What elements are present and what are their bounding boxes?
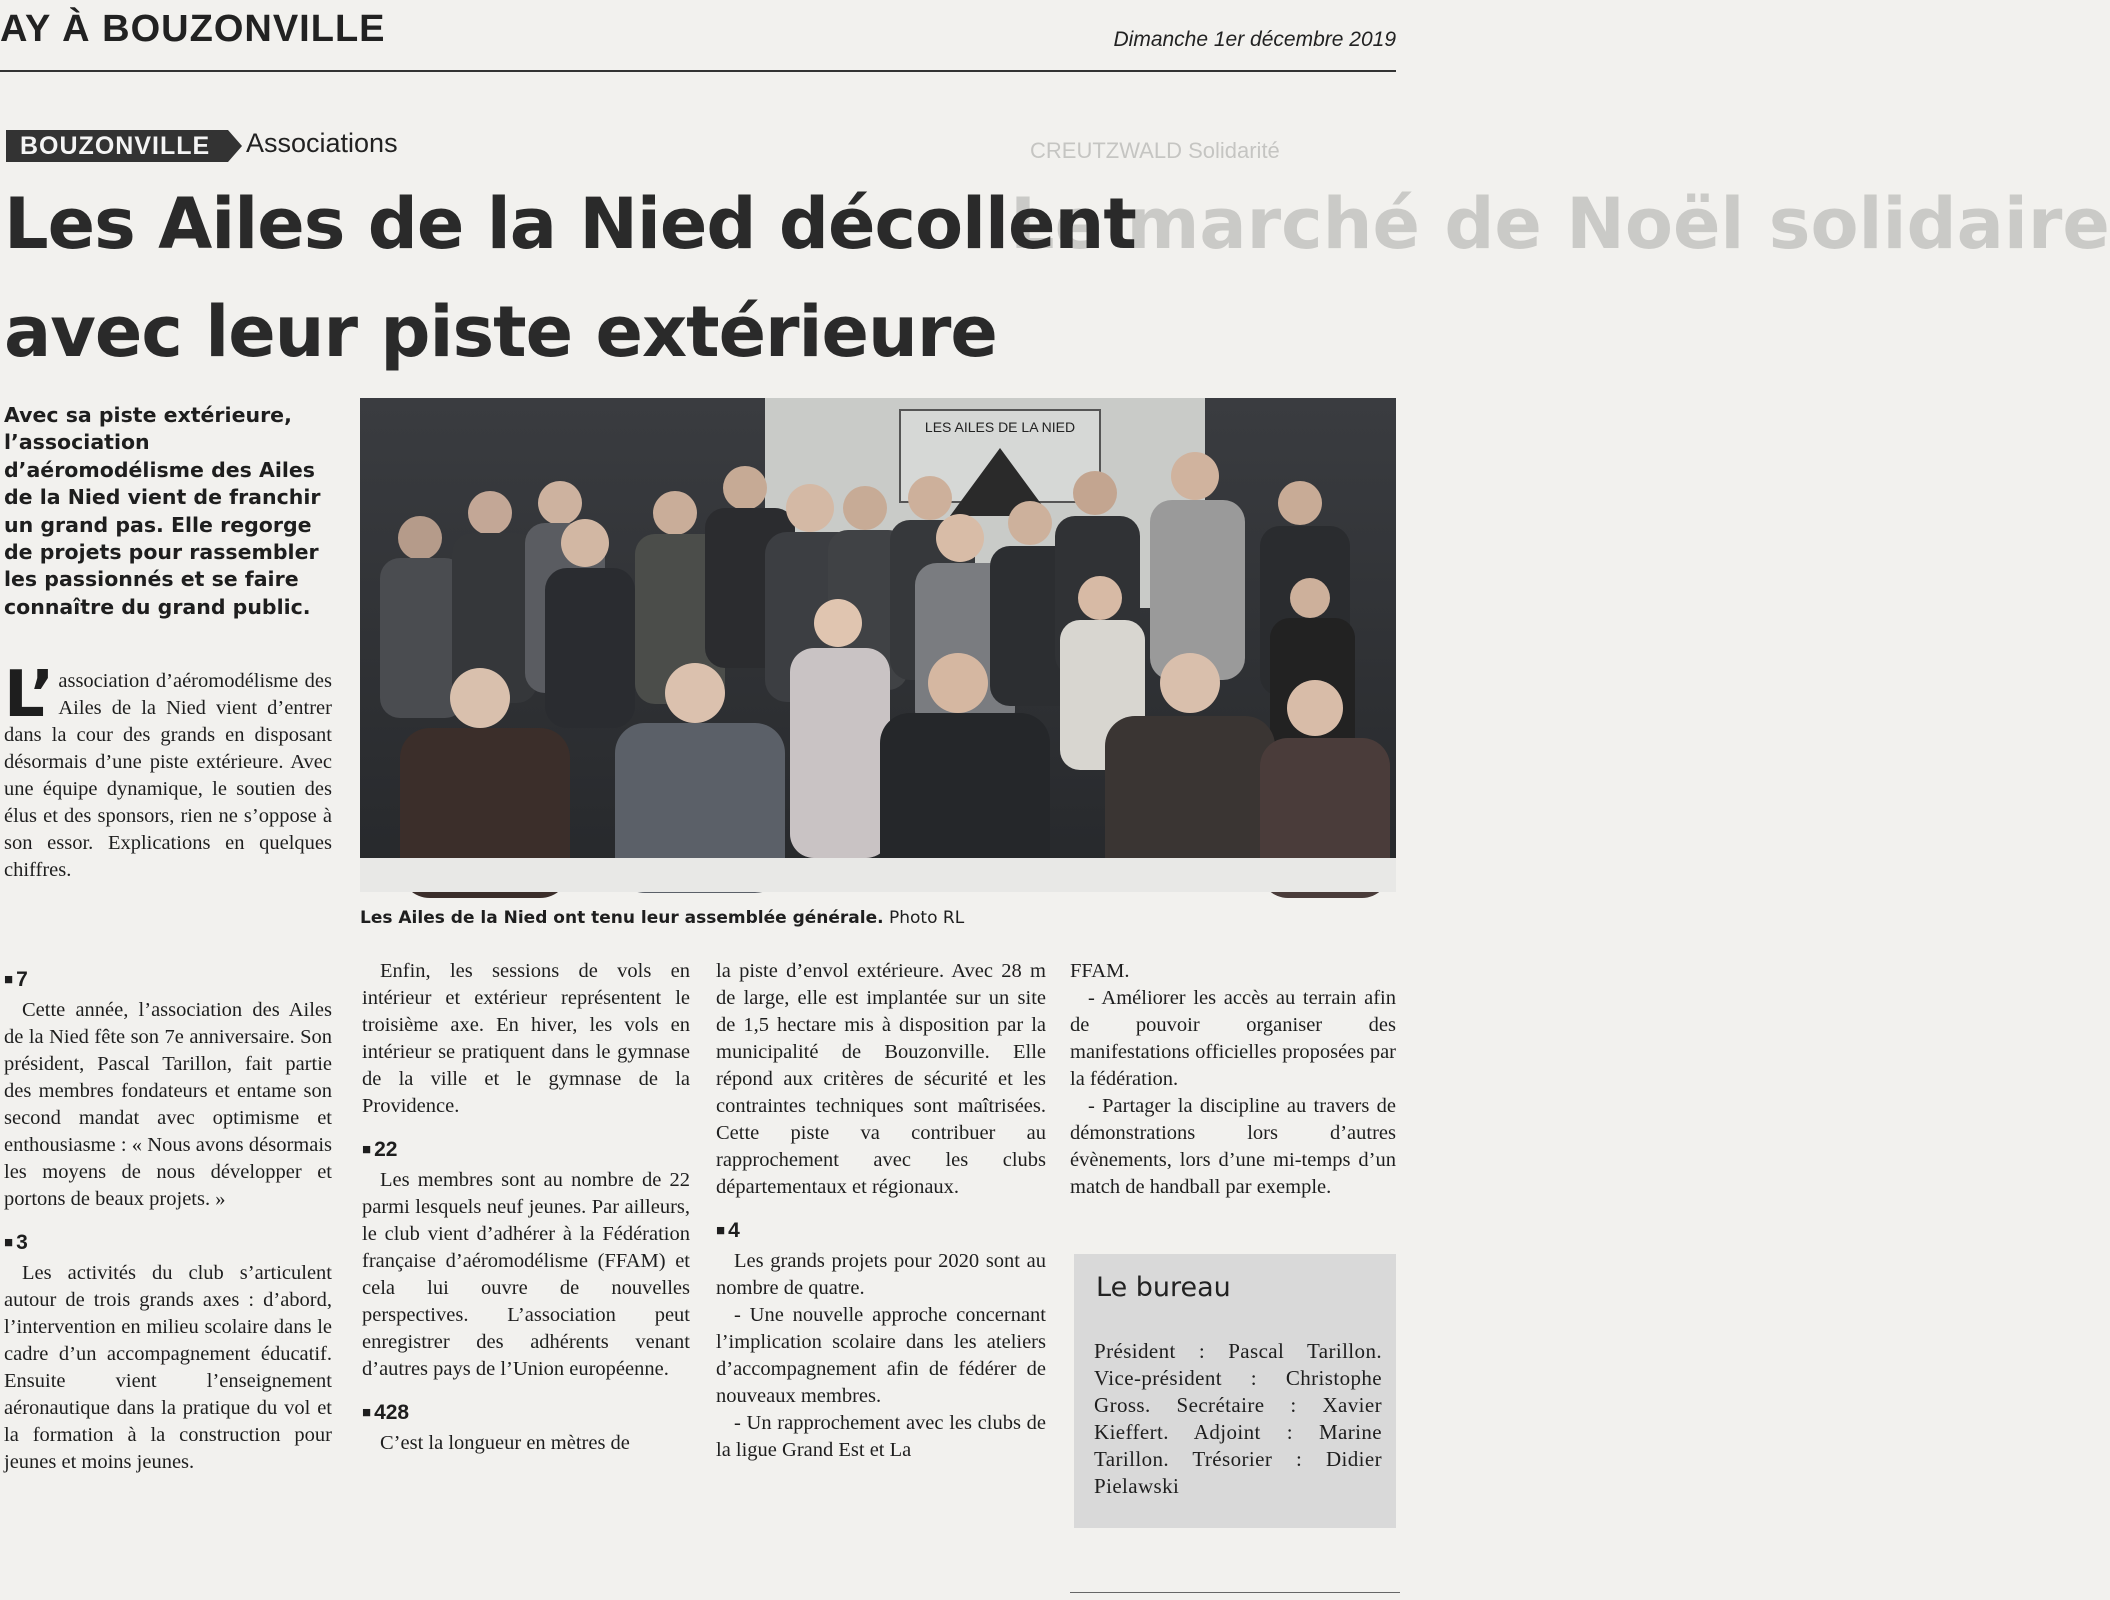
bureau-box (1074, 1254, 1396, 1528)
neighbor-title: Le marché de Noël solidaire (1010, 183, 2110, 265)
section-heading-3: ■ 3 (4, 1229, 332, 1256)
bottom-rule (1070, 1592, 1400, 1593)
headline-line-2: avec leur piste extérieure (4, 291, 997, 373)
section-heading-7: ■ 7 (4, 966, 332, 993)
headline-line-1: Les Ailes de la Nied décollent (4, 183, 1136, 265)
header-rule (0, 70, 1396, 72)
project-item-2-cont: FFAM. (1070, 960, 1130, 982)
project-item-2: - Un rapprochement avec les clubs de la ligue Grand Est et La (716, 1412, 1046, 1461)
bureau-text: Président : Pascal Tarillon. Vice-président : Christophe Gross. Secrétaire : Xavier Kieffert. Adjoint : Marine Tarillon. Trésorier : Didier Pielawski (1094, 1339, 1382, 1498)
issue-date: Dimanche 1er décembre 2019 (1113, 28, 1396, 51)
article-headline (4, 170, 1424, 386)
body-column-1 (4, 950, 332, 1476)
intro-text: association d’aéromodélisme des Ailes de la Nied vient d’entrer dans la cour des grands en disposant désormais d’une piste extérieure. Avec une équipe dynamique, le soutien des élus et des sponsors, rien ne s’oppose à son essor. Explications en quelques chiffres. (4, 670, 332, 881)
section-text-428: C’est la longueur en mètres de (380, 1432, 630, 1454)
project-item-3: - Améliorer les accès au terrain afin de pouvoir organiser des manifestations officielles proposées par la fédération. (1070, 987, 1396, 1090)
banner-text: LES AILES DE LA NIED (924, 419, 1076, 435)
caption-text: Les Ailes de la Nied ont tenu leur assemblée générale. (360, 908, 884, 928)
photo-caption (360, 908, 964, 928)
rubric-category: Associations (246, 128, 398, 158)
body-column-2 (362, 958, 690, 1457)
article-intro (4, 658, 332, 884)
section-text-7: Cette année, l’association des Ailes de la Nied fête son 7e anniversaire. Son président, Pascal Tarillon, fait partie des membres fondateurs et entame son second mandat avec optimisme et enthousiasme : « Nous avons désormais les moyens de nous développer et portons de beaux projets. » (4, 999, 332, 1210)
photo-credit: Photo RL (889, 908, 965, 928)
section-text-22: Les membres sont au nombre de 22 parmi lesquels neuf jeunes. Par ailleurs, le club vient d’adhérer à la Fédération française d’aéromodélisme (FFAM) et cela lui ouvre de nouvelles perspectives. L’association peut enregistrer des adhérents venant d’autres pays de l’Union européenne. (362, 1169, 690, 1380)
group-photo (360, 398, 1396, 892)
group-photo-illustration (360, 398, 1396, 892)
article-lede: Avec sa piste extérieure, l’association d’aéromodélisme des Ailes de la Nied vient de franchir un grand pas. Elle regorge de projets pour rassembler les passionnés et se faire connaître du grand public. (4, 403, 321, 619)
rubric-city-tag: BOUZONVILLE (6, 130, 228, 162)
body-column-3 (716, 958, 1046, 1464)
section-text-3: Les activités du club s’articulent autour de trois grands axes : d’abord, l’intervention en milieu scolaire dans le cadre d’un accompagnement éducatif. Ensuite vient l’enseignement aéronautique dans la pratique du vol et la formation à la construction pour jeunes et moins jeunes. (4, 1262, 332, 1473)
section-text-3-cont: Enfin, les sessions de vols en intérieur et extérieur représentent le troisième axe. En hiver, les vols en intérieur se pratiquent dans le gymnase de la ville et le gymnase de la Providence. (362, 960, 690, 1117)
section-heading-4: ■ 4 (716, 1217, 1046, 1244)
section-heading-22: ■ 22 (362, 1136, 690, 1163)
project-item-4: - Partager la discipline au travers de démonstrations lors d’autres évènements, lors d’une mi-temps d’un match de handball par exemple. (1070, 1095, 1396, 1198)
bureau-title: Le bureau (1096, 1272, 1231, 1303)
drop-cap: L’ (4, 658, 55, 732)
section-text-4: Les grands projets pour 2020 sont au nombre de quatre. (716, 1250, 1046, 1299)
body-column-4 (1070, 958, 1396, 1201)
project-item-1: - Une nouvelle approche concernant l’implication scolaire dans les ateliers d’accompagnement afin de fédérer de nouveaux membres. (716, 1304, 1046, 1407)
newspaper-section-header: AY À BOUZONVILLE (0, 8, 386, 50)
section-heading-428: ■ 428 (362, 1399, 690, 1426)
neighbor-kicker: CREUTZWALD Solidarité (1030, 138, 1280, 163)
section-text-428-cont: la piste d’envol extérieure. Avec 28 m de large, elle est implantée sur un site de 1,5 hectare mis à disposition par la municipalité de Bouzonville. Elle répond aux critères de sécurité et les contraintes techniques sont maîtrisées. Cette piste va contribuer au rapprochement avec les clubs départementaux et régionaux. (716, 960, 1046, 1198)
